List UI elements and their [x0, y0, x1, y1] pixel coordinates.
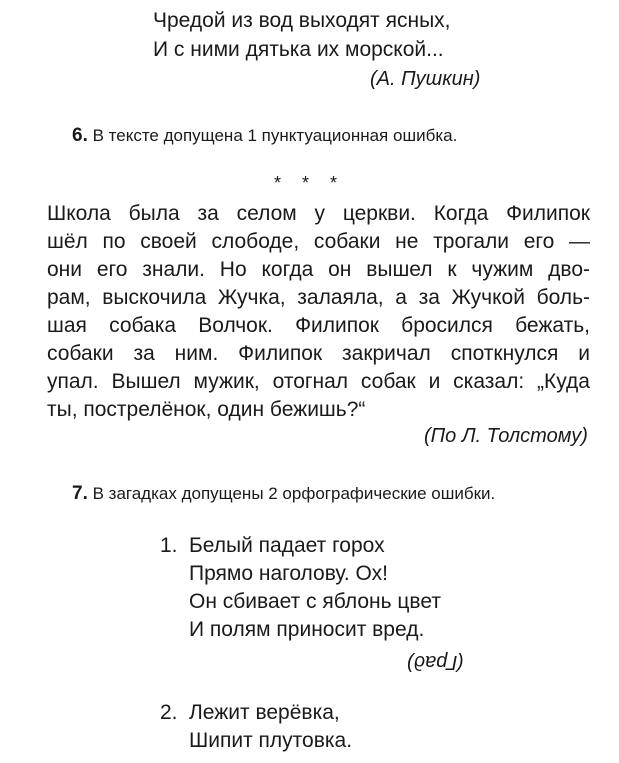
- task-6-text-line-8: ты, пострелёнок, один бежишь?“: [47, 398, 366, 421]
- task-6-text-line-2: шёл по своей слободе, собаки не трогали его —: [47, 230, 590, 253]
- task-7-heading: [72, 482, 495, 506]
- task-6-heading: [72, 124, 457, 148]
- riddle-1-line-1: Белый падает горох: [189, 534, 385, 557]
- poem-line-2: И с ними дятька их морской...: [153, 38, 444, 61]
- task-6-text-line-7: упал. Вышел мужик, отогнал собак и сказал: „Куда: [47, 370, 590, 393]
- task-6-text-line-5: шая собака Волчок. Филипок бросился бежать,: [47, 314, 590, 337]
- poem-line-1: Чредой из вод выходят ясных,: [153, 9, 451, 32]
- task-6-text-line-1: Школа была за селом у церкви. Когда Филипок: [47, 202, 590, 225]
- riddle-2-number: 2.: [160, 701, 178, 724]
- task-6-number: 6.: [72, 125, 88, 146]
- task-6-author: (По Л. Толстому): [424, 425, 588, 447]
- riddle-2-line-2: Шипит плутовка.: [189, 729, 353, 752]
- riddle-1-answer-close-paren: ): [456, 651, 464, 673]
- task-6-instruction: В тексте допущена 1 пунктуационная ошибка.: [92, 126, 458, 145]
- riddle-1-answer: [407, 648, 464, 676]
- riddle-1-answer-open-paren: (: [407, 651, 414, 673]
- riddle-1-line-4: И полям приносит вред.: [189, 618, 425, 641]
- riddle-1-number: 1.: [160, 534, 178, 557]
- poem-author: (А. Пушкин): [370, 68, 481, 90]
- task-7-instruction: В загадках допущены 2 орфографические ошибки.: [92, 484, 496, 503]
- task-7-number: 7.: [72, 483, 88, 504]
- riddle-2-line-1: Лежит верёвка,: [189, 701, 340, 724]
- riddle-1-line-2: Прямо наголову. Ох!: [189, 562, 388, 585]
- section-separator: * * *: [273, 173, 346, 193]
- riddle-1-answer-upside-down: Град: [413, 651, 457, 673]
- task-6-text-line-4: рам, выскочила Жучка, залаяла, а за Жучкой боль-: [47, 286, 590, 309]
- riddle-1-line-3: Он сбивает с яблонь цвет: [189, 590, 441, 613]
- task-6-text-line-6: собаки за ним. Филипок закричал споткнулся и: [47, 342, 590, 365]
- task-6-text-line-3: они его знали. Но когда он вышел к чужим дво-: [47, 258, 590, 281]
